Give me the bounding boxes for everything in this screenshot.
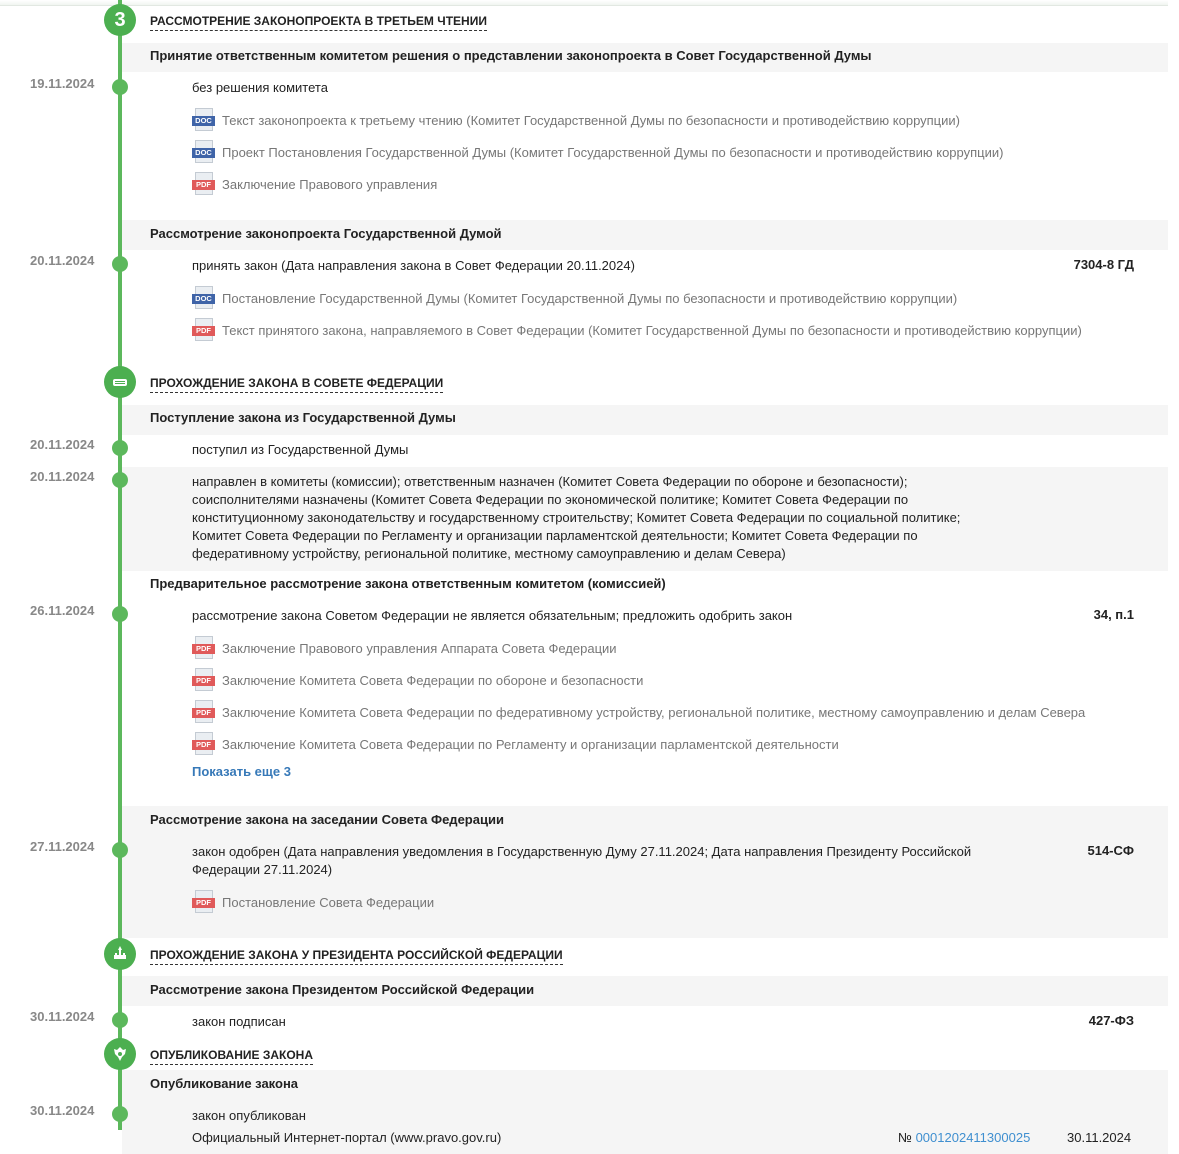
doc-link[interactable] <box>192 287 957 309</box>
doc-label: Заключение Комитета Совета Федерации по обороне и безопасности <box>222 672 644 688</box>
event-number: 514-СФ <box>1087 843 1134 858</box>
event-number: 7304-8 ГД <box>1073 257 1134 272</box>
doc-link[interactable] <box>192 637 617 659</box>
timeline-dot <box>112 606 128 622</box>
publication-date: 30.11.2024 <box>1067 1130 1132 1145</box>
timeline-dot <box>112 842 128 858</box>
event-text: закон опубликован <box>192 1108 306 1123</box>
doc-link[interactable] <box>192 173 437 195</box>
event-date: 19.11.2024 <box>30 76 95 91</box>
stage-publication-badge <box>104 1038 136 1070</box>
doc-file-icon: DOC <box>192 140 216 164</box>
timeline-dot <box>112 1012 128 1028</box>
stage-publication-title[interactable]: ОПУБЛИКОВАНИЕ ЗАКОНА <box>150 1048 313 1065</box>
event-text-line: Федерации 27.11.2024) <box>192 862 333 877</box>
event-text-line: конституционному законодательству и государственному строительству; Комитет Совета Федерации по социальной политике; <box>192 510 961 525</box>
event-date: 20.11.2024 <box>30 437 95 452</box>
doc-link[interactable] <box>192 669 643 691</box>
event-text: поступил из Государственной Думы <box>192 442 409 457</box>
doc-label: Заключение Правового управления Аппарата Совета Федерации <box>222 640 617 656</box>
doc-label: Постановление Совета Федерации <box>222 894 435 910</box>
event-date: 20.11.2024 <box>30 253 95 268</box>
event-number: 427-ФЗ <box>1088 1013 1134 1028</box>
doc-label: Текст законопроекта к третьему чтению (Комитет Государственной Думы по безопасности и противодействию коррупции) <box>222 112 960 128</box>
doc-label: Проект Постановления Государственной Думы (Комитет Государственной Думы по безопасности и противодействию коррупции) <box>222 144 1004 160</box>
pdf-file-icon: PDF <box>192 636 216 660</box>
event-text: принять закон (Дата направления закона в Совет Федерации 20.11.2024) <box>192 258 635 273</box>
event-received-title: Поступление закона из Государственной Думы <box>150 410 456 425</box>
event-text-line: Комитет Совета Федерации по Регламенту и организации парламентской деятельности; Комитет Совета Федерации по <box>192 528 918 543</box>
event-council-session-title: Рассмотрение закона на заседании Совета Федерации <box>150 812 504 827</box>
stage-president-title[interactable]: ПРОХОЖДЕНИЕ ЗАКОНА У ПРЕЗИДЕНТА РОССИЙСКОЙ ФЕДЕРАЦИИ <box>150 948 563 965</box>
stage-federation-council-badge <box>104 366 136 398</box>
event-text: закон подписан <box>192 1014 286 1029</box>
doc-link[interactable] <box>192 319 1082 341</box>
doc-link[interactable] <box>192 109 960 131</box>
timeline-dot <box>112 256 128 272</box>
pdf-file-icon: PDF <box>192 668 216 692</box>
stage-federation-council-title[interactable]: ПРОХОЖДЕНИЕ ЗАКОНА В СОВЕТЕ ФЕДЕРАЦИИ <box>150 376 443 393</box>
event-publication-title: Опубликование закона <box>150 1076 299 1091</box>
event-date: 27.11.2024 <box>30 839 95 854</box>
event-text-line: закон одобрен (Дата направления уведомления в Государственную Думу 27.11.2024; Дата направления Президенту Российской <box>192 844 972 859</box>
publication-number-link[interactable]: 0001202411300025 <box>915 1130 1031 1145</box>
kremlin-icon <box>110 944 130 964</box>
event-president-review-title: Рассмотрение закона Президентом Российской Федерации <box>150 982 535 997</box>
pdf-file-icon: PDF <box>192 318 216 342</box>
doc-file-icon: DOC <box>192 286 216 310</box>
doc-file-icon: DOC <box>192 108 216 132</box>
event-preliminary-review-title: Предварительное рассмотрение закона ответственным комитетом (комиссией) <box>150 576 666 591</box>
doc-label: Заключение Комитета Совета Федерации по федеративному устройству, региональной политике, местному самоуправлению и делам Севера <box>222 704 1086 720</box>
doc-label: Постановление Государственной Думы (Комитет Государственной Думы по безопасности и противодействию коррупции) <box>222 290 958 306</box>
event-text-line: соисполнителями назначены (Комитет Совета Федерации по экономической политике; Комитет Совета Федерации по <box>192 492 909 507</box>
timeline-dot <box>112 79 128 95</box>
event-duma-review-title: Рассмотрение законопроекта Государственной Думой <box>150 226 502 241</box>
event-date: 30.11.2024 <box>30 1103 95 1118</box>
doc-label: Заключение Комитета Совета Федерации по Регламенту и организации парламентской деятельности <box>222 736 839 752</box>
doc-link[interactable] <box>192 733 839 755</box>
event-date: 20.11.2024 <box>30 469 95 484</box>
pdf-file-icon: PDF <box>192 700 216 724</box>
stage-president-badge <box>104 938 136 970</box>
event-number: 34, п.1 <box>1093 607 1134 622</box>
pdf-file-icon: PDF <box>192 172 216 196</box>
event-date: 30.11.2024 <box>30 1009 95 1024</box>
stage-third-reading-title[interactable]: РАССМОТРЕНИЕ ЗАКОНОПРОЕКТА В ТРЕТЬЕМ ЧТЕНИИ <box>150 14 487 31</box>
publication-portal: Официальный Интернет-портал (www.pravo.gov.ru) <box>192 1130 502 1145</box>
pdf-file-icon: PDF <box>192 890 216 914</box>
event-text: рассмотрение закона Советом Федерации не является обязательным; предложить одобрить закон <box>192 608 793 623</box>
pdf-file-icon: PDF <box>192 732 216 756</box>
stage-3-badge: 3 <box>104 4 136 36</box>
parliament-icon <box>110 372 130 392</box>
event-text: без решения комитета <box>192 80 328 95</box>
doc-link[interactable] <box>192 891 434 913</box>
publication-number <box>898 1129 1030 1147</box>
event-committee-decision-title: Принятие ответственным комитетом решения о представлении законопроекта в Совет Государственной Думы <box>150 48 872 63</box>
timeline-dot <box>112 440 128 456</box>
doc-link[interactable] <box>192 701 1085 723</box>
doc-label: Текст принятого закона, направляемого в Совет Федерации (Комитет Государственной Думы по безопасности и противодействию коррупции) <box>222 322 1082 338</box>
show-more-link[interactable]: Показать еще 3 <box>192 764 291 779</box>
coat-of-arms-icon <box>110 1044 130 1064</box>
event-text-line: направлен в комитеты (комиссии); ответственным назначен (Комитет Совета Федерации по обороне и безопасности); <box>192 474 908 489</box>
event-text-line: федеративному устройству, региональной политике, местному самоуправлению и делам Севера) <box>192 546 786 561</box>
doc-link[interactable] <box>192 141 1003 163</box>
top-border <box>0 0 1168 6</box>
doc-label: Заключение Правового управления <box>222 176 438 192</box>
event-date: 26.11.2024 <box>30 603 95 618</box>
timeline-dot <box>112 1106 128 1122</box>
number-prefix: № <box>898 1130 912 1145</box>
timeline-dot <box>112 472 128 488</box>
